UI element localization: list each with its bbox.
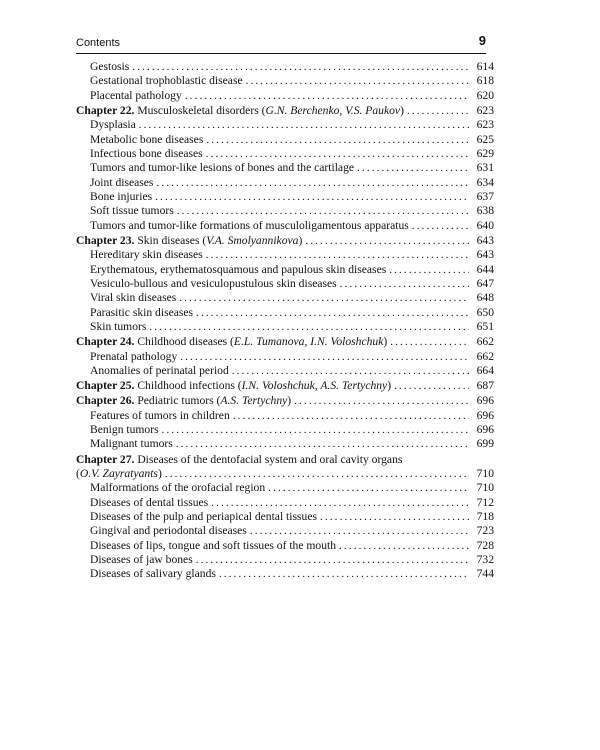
page-reference: 710 [476,466,494,480]
dot-leader [219,567,469,581]
entry-label: Diseases of jaw bones [90,553,193,567]
toc-entry [76,161,494,175]
entry-label: Anomalies of perinatal period [90,363,229,377]
dot-leader [233,409,469,423]
entry-label: Skin tumors [90,319,147,333]
dot-leader [206,248,469,262]
page-reference: 651 [476,319,494,333]
toc-entry [76,524,494,538]
chapter-heading [76,104,494,118]
chapter-heading [76,234,494,248]
page-reference: 618 [476,74,494,88]
dot-leader [206,147,469,161]
dot-leader [132,60,469,74]
toc-entry [76,74,494,88]
toc-entry [76,219,494,233]
entry-label: Bone injuries [90,189,153,203]
page-reference: 648 [476,291,494,305]
dot-leader [305,234,469,248]
page-reference: 625 [476,132,494,146]
entry-label: Malignant tumors [90,437,173,451]
entry-label: Metabolic bone diseases [90,132,204,146]
dot-leader [149,320,469,334]
toc-entry [76,248,494,262]
toc-entry [76,350,494,364]
dot-leader [250,524,469,538]
toc-entry [76,567,494,581]
page-reference: 664 [476,363,494,377]
toc-entry [76,364,494,378]
dot-leader [407,104,469,118]
entry-label: Joint diseases [90,175,154,189]
table-of-contents [76,60,494,582]
toc-entry [76,277,494,291]
toc-entry [76,133,494,147]
dot-leader [232,364,469,378]
page-reference: 643 [476,248,494,262]
dot-leader [246,74,469,88]
chapter-number: Chapter 27. [76,452,135,466]
toc-entry [76,190,494,204]
entry-label: Diseases of the pulp and periapical dental tissues [90,510,317,523]
page-reference: 687 [476,379,494,393]
page-reference: 699 [476,437,494,451]
chapter-authors: O.V. Zayratyants [79,466,158,480]
toc-entry [76,553,494,567]
toc-entry [76,263,494,277]
dot-leader [389,263,469,277]
chapter-authors: G.N. Berchenko, V.S. Paukov [265,103,401,117]
dot-leader [165,467,469,481]
toc-entry [76,60,494,74]
dot-leader [179,291,469,305]
dot-leader [357,161,469,175]
chapter-number: Chapter 23. [76,233,135,247]
chapter-authors: A.S. Tertychny [220,394,288,408]
entry-label: Parasitic skin diseases [90,305,194,319]
dot-leader [390,335,469,349]
toc-entry [76,496,494,510]
toc-entry [76,147,494,161]
chapter-authors: I.N. Voloshchuk, A.S. Tertychny [241,379,388,393]
entry-label: Chapter 23. Skin diseases (V.A. Smolyannikova) [76,233,303,247]
dot-leader [206,133,469,147]
dot-leader [211,496,469,510]
page-reference: 662 [476,335,494,349]
page-reference: 638 [476,204,494,218]
page-reference: 732 [476,553,494,567]
chapter-number: Chapter 24. [76,335,135,349]
page-reference: 623 [476,118,494,132]
page-reference: 623 [476,103,494,117]
page-reference: 718 [476,510,494,523]
dot-leader [155,190,469,204]
toc-entry [76,89,494,103]
page-number: 9 [478,33,486,48]
entry-label: Benign tumors [90,423,159,437]
running-head [76,33,486,54]
page-reference: 647 [476,276,494,290]
entry-label: Prenatal pathology [90,349,178,363]
toc-entry [76,481,494,495]
chapter-number: Chapter 25. [76,379,135,393]
page-reference: 644 [476,262,494,276]
page-reference: 620 [476,88,494,102]
entry-label: Tumors and tumor-like lesions of bones and the cartilage [90,161,355,175]
entry-label: Chapter 22. Musculoskeletal disorders (G.N. Berchenko, V.S. Paukov) [76,103,404,117]
chapter-number: Chapter 26. [76,394,135,408]
entry-label: Gestational trophoblastic disease [90,74,243,88]
dot-leader [294,394,469,408]
chapter-heading [76,335,494,349]
toc-entry [76,409,494,423]
toc-entry [76,306,494,320]
entry-label: Chapter 25. Childhood infections (I.N. Voloshchuk, A.S. Tertychny) [76,379,392,393]
toc-entry [76,539,494,553]
page-reference: 728 [476,538,494,552]
entry-label: Tumors and tumor-like formations of musculoligamentous apparatus [90,218,409,232]
dot-leader [339,539,469,553]
dot-leader [185,89,469,103]
dot-leader [177,204,469,218]
chapter-number: Chapter 22. [76,103,135,117]
dot-leader [320,510,469,524]
dot-leader [176,437,469,451]
page-reference: 710 [476,481,494,495]
toc-entry [76,204,494,218]
entry-label: Dysplasia [90,118,136,132]
page-reference: 712 [476,495,494,509]
page-reference: 629 [476,146,494,160]
chapter-heading-line1: Chapter 27. Diseases of the dentofacial system and oral cavity organs [76,452,403,466]
page-reference: 723 [476,524,494,538]
chapter-heading [76,394,494,408]
page-reference: 650 [476,305,494,319]
dot-leader [180,350,469,364]
toc-entry [76,510,494,524]
chapter-authors: E.L. Tumanova, I.N. Voloshchuk [233,335,384,349]
running-title: Contents [76,37,121,49]
chapter-heading-line2 [76,467,494,481]
toc-entry [76,291,494,305]
dot-leader [412,219,469,233]
entry-label: Gestosis [90,60,130,73]
dot-leader [139,118,469,132]
toc-entry [76,176,494,190]
entry-label: Placental pathology [90,88,182,102]
toc-entry [76,437,494,451]
toc-entry [76,118,494,132]
page-reference: 637 [476,189,494,203]
dot-leader [156,176,469,190]
page-reference: 631 [476,161,494,175]
entry-label: Gingival and periodontal diseases [90,524,247,538]
entry-label: Features of tumors in children [90,408,230,422]
entry-label: Diseases of dental tissues [90,495,209,509]
entry-label: Malformations of the orofacial region [90,481,266,495]
page-reference: 696 [476,394,494,408]
entry-label: Infectious bone diseases [90,146,203,160]
entry-label: Hereditary skin diseases [90,248,203,262]
entry-label: (O.V. Zayratyants) [76,466,162,480]
page-reference: 640 [476,218,494,232]
toc-entry [76,423,494,437]
chapter-heading [76,379,494,393]
page-reference: 696 [476,408,494,422]
dot-leader [162,423,469,437]
dot-leader [340,277,469,291]
entry-label: Viral skin diseases [90,291,177,305]
entry-label: Vesiculo-bullous and vesiculopustulous skin diseases [90,276,337,290]
page-reference: 634 [476,175,494,189]
page-reference: 643 [476,233,494,247]
entry-label: Diseases of lips, tongue and soft tissues of the mouth [90,538,337,552]
entry-label: Erythematous, erythematosquamous and papulous skin diseases [90,262,387,276]
entry-label: Chapter 26. Pediatric tumors (A.S. Tertychny) [76,394,292,408]
dot-leader [268,481,469,495]
page-reference: 696 [476,423,494,437]
page-reference: 662 [476,349,494,363]
dot-leader [196,553,469,567]
page-reference: 744 [476,567,494,581]
chapter-authors: V.A. Smolyannikova [206,233,299,247]
entry-label: Soft tissue tumors [90,204,174,218]
dot-leader [394,379,469,393]
toc-entry [76,320,494,334]
dot-leader [196,306,469,320]
entry-label: Diseases of salivary glands [90,567,216,581]
entry-label: Chapter 24. Childhood diseases (E.L. Tumanova, I.N. Voloshchuk) [76,335,388,349]
page-reference: 614 [476,60,494,73]
